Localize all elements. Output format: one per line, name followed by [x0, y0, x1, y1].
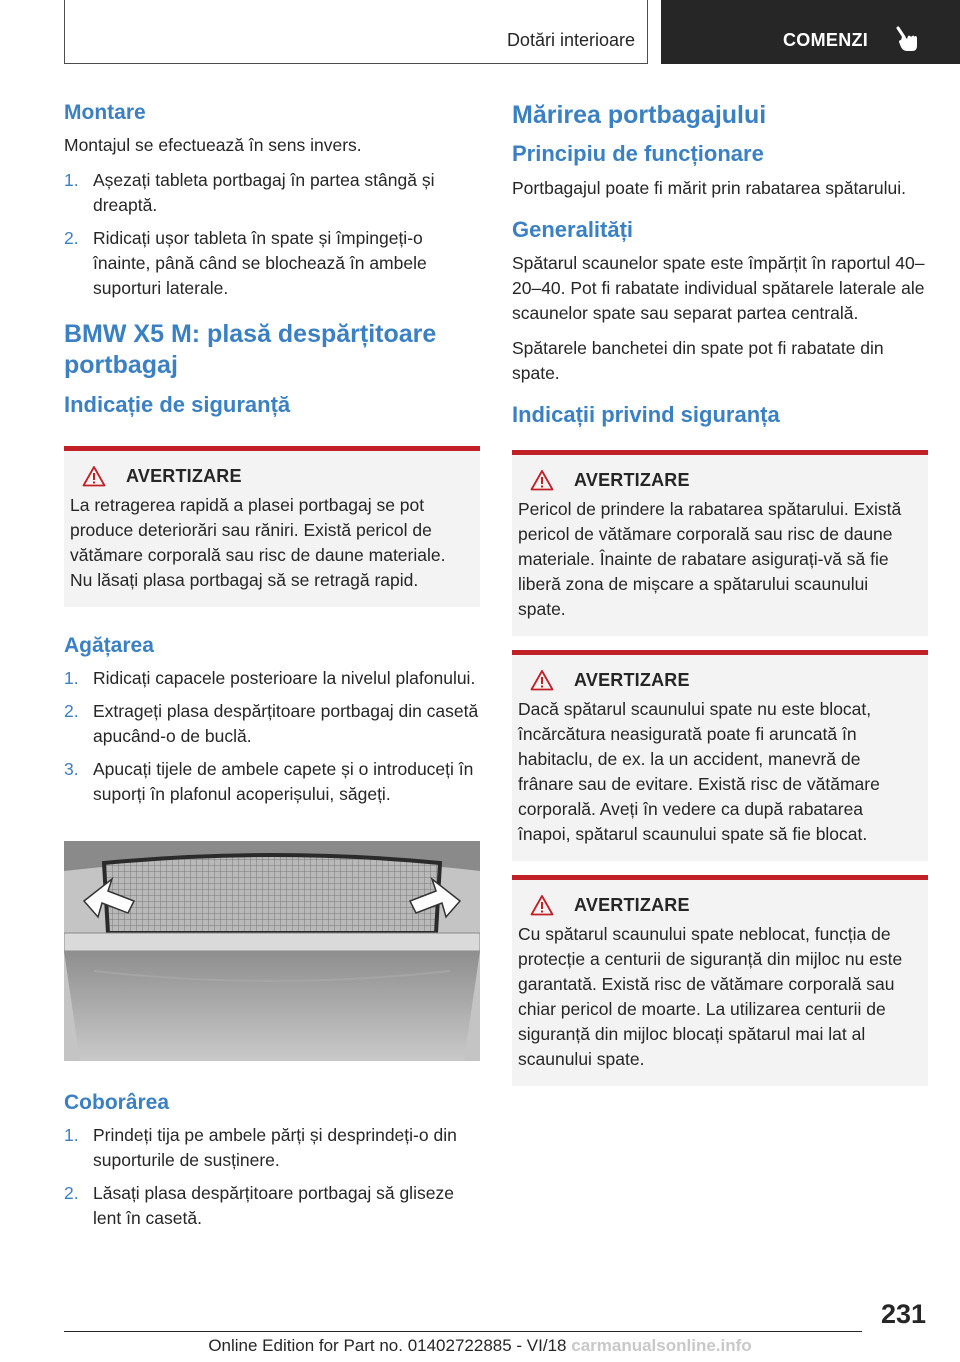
warning-box: [64, 446, 480, 607]
safety-note-heading: Indicație de siguranță: [64, 391, 291, 417]
warning-header: [518, 894, 920, 916]
step-text: Apucați tijele de ambele capete și o introduceți în suporți în plafonul acoperișului, săgeți.: [93, 759, 474, 805]
montare-heading: Montare: [64, 101, 146, 124]
principle-text: Portbagajul poate fi mărit prin rabatarea spătarului.: [512, 177, 906, 198]
step-number: 1.: [64, 170, 79, 191]
warning-header: [70, 465, 472, 487]
general-heading: Generalități: [512, 216, 634, 242]
step-number: 3.: [64, 759, 79, 780]
list-item: [64, 1181, 480, 1231]
step-text: Extrageți plasa despărțitoare portbagaj din casetă apucând-o de buclă.: [93, 701, 479, 747]
warning-box: [512, 875, 928, 1086]
cargo-net-illustration: [64, 841, 480, 1061]
right-column: [512, 100, 928, 1100]
warning-text: La retragerea rapidă a plasei portbagaj se pot produce deteriorări sau răniri. Există pericol de vătămare corporală sau risc de daune materiale. Nu lăsați plasa portbagaj să se retragă rapid.: [70, 495, 446, 591]
watermark: carmanualsonline.info: [571, 1336, 752, 1355]
list-item: [64, 168, 480, 218]
step-text: Lăsați plasa despărțitoare portbagaj să gliseze lent în casetă.: [93, 1183, 454, 1229]
warning-box: [512, 450, 928, 636]
warning-text: Dacă spătarul scaunului spate nu este blocat, încărcătura neasigurată poate fi aruncată în habitaclu, de ex. la un accident, manevră de frânare sau de evitare. Există risc de vătămare corporală. Aveți în vedere ca după rabatarea înapoi, spătarul scaunului spate să fie blocat.: [518, 699, 880, 845]
warning-box: [512, 650, 928, 861]
step-number: 1.: [64, 1125, 79, 1146]
step-text: Ridicați ușor tableta în spate și împingeți-o înainte, până când se blochează în ambele suporturi laterale.: [93, 228, 427, 299]
general-text-2: Spătarele banchetei din spate pot fi rabatate din spate.: [512, 338, 884, 384]
warning-text: Cu spătarul scaunului spate neblocat, funcția de protecție a centurii de siguranță din mijloc nu este garantată. Există risc de vătămare corporală sau chiar pericol de moarte. La utilizarea centurii de siguranță din mijloc blocați spătarul mai lat al scaunului spate.: [518, 924, 903, 1070]
enlarge-trunk-heading: Mărirea portbagajului: [512, 101, 767, 129]
general-text-1: Spătarul scaunelor spate este împărțit în raportul 40–20–40. Pot fi rabatate individual spătarele laterale ale scaunelor spate sau separat partea centrală.: [512, 253, 925, 324]
step-number: 2.: [64, 228, 79, 249]
list-item: [64, 226, 480, 301]
pointing-hand-icon: [895, 25, 919, 53]
warning-triangle-icon: [82, 465, 106, 487]
footer-divider: [64, 1331, 862, 1332]
principle-heading: Principiu de funcționare: [512, 141, 764, 167]
step-number: 2.: [64, 701, 79, 722]
chapter-title: COMENZI: [783, 30, 869, 50]
warning-triangle-icon: [530, 669, 554, 691]
step-number: 1.: [64, 668, 79, 689]
list-item: [64, 666, 480, 691]
warning-label: AVERTIZARE: [574, 469, 690, 490]
page-number: 231: [880, 1299, 926, 1329]
step-text: Ridicați capacele posterioare la nivelul plafonului.: [93, 668, 476, 689]
warning-header: [518, 469, 920, 491]
list-item: [64, 757, 480, 807]
section-title: Dotări interioare: [506, 30, 635, 50]
warning-text: Pericol de prindere la rabatarea spătarului. Există pericol de vătămare corporală sau risc de daune materiale. Înainte de rabatare asigurați-vă să fie liberă zona de mișcare a spătarului scaunului spate.: [518, 499, 902, 620]
section-tab: [64, 0, 648, 64]
step-text: Așezați tableta portbagaj în partea stângă și dreaptă.: [93, 170, 435, 216]
agatarea-steps: [64, 666, 480, 807]
montare-intro: Montajul se efectuează în sens invers.: [64, 135, 362, 156]
warning-label: AVERTIZARE: [574, 894, 690, 915]
safety-heading: Indicații privind siguranța: [512, 402, 780, 428]
step-text: Prindeți tija pe ambele părți și desprindeți-o din suporturile de susținere.: [93, 1125, 457, 1171]
warning-label: AVERTIZARE: [574, 669, 690, 690]
warning-triangle-icon: [530, 469, 554, 491]
coborarea-steps: [64, 1123, 480, 1231]
page-header: [0, 0, 960, 66]
agatarea-heading: Agățarea: [64, 634, 154, 658]
chapter-tab: [661, 0, 960, 64]
bmw-net-heading: BMW X5 M: plasă despărțitoare portbagaj: [64, 320, 437, 380]
warning-label: AVERTIZARE: [126, 465, 242, 486]
warning-triangle-icon: [530, 894, 554, 916]
footer: [0, 1336, 960, 1356]
step-number: 2.: [64, 1183, 79, 1204]
list-item: [64, 1123, 480, 1173]
list-item: [64, 699, 480, 749]
edition-text: Online Edition for Part no. 01402722885 - VI/18: [208, 1336, 567, 1355]
montare-steps: [64, 168, 480, 301]
warning-header: [518, 669, 920, 691]
left-column: [64, 100, 480, 1241]
coborarea-heading: Coborârea: [64, 1091, 170, 1115]
